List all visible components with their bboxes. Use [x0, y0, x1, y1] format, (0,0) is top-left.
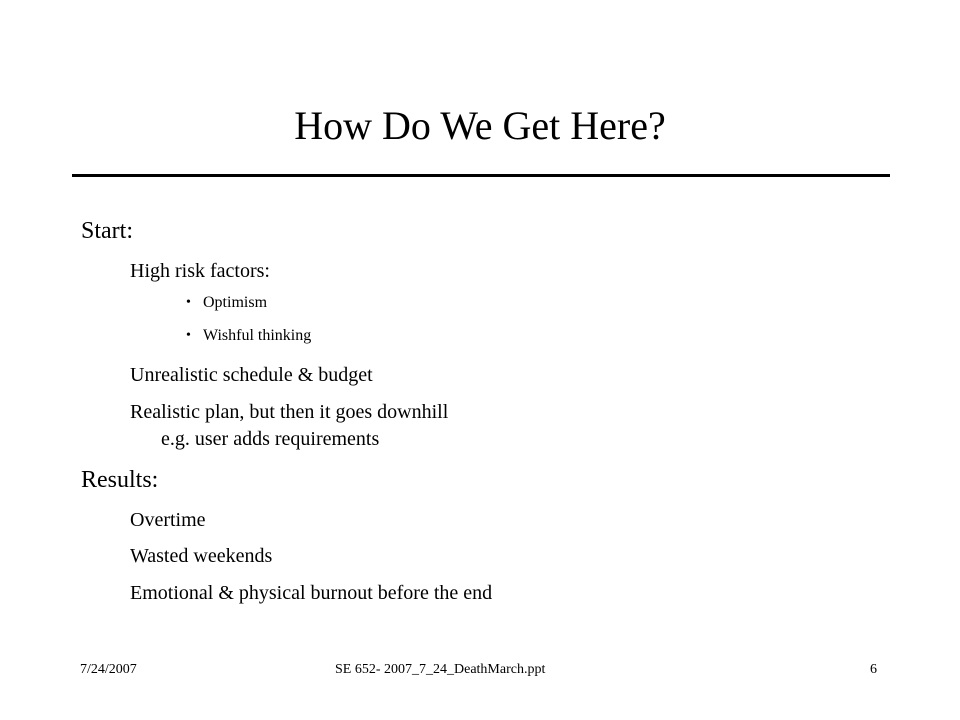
list-item-realistic-plan: Realistic plan, but then it goes downhill — [130, 401, 449, 423]
sub-list-item-wishful-thinking: Wishful thinking — [203, 327, 312, 344]
section-heading-results: Results: — [81, 467, 159, 493]
list-item-unrealistic-schedule: Unrealistic schedule & budget — [130, 364, 373, 386]
footer-filename: SE 652- 2007_7_24_DeathMarch.ppt — [335, 662, 546, 677]
slide-title: How Do We Get Here? — [294, 103, 666, 148]
list-item-high-risk-factors: High risk factors: — [130, 260, 270, 282]
bullet-icon: • — [186, 295, 191, 310]
footer-date: 7/24/2007 — [80, 662, 137, 677]
bullet-icon: • — [186, 328, 191, 343]
list-item-overtime: Overtime — [130, 509, 206, 531]
list-item-wasted-weekends: Wasted weekends — [130, 545, 273, 567]
footer-page-number: 6 — [870, 662, 877, 677]
list-item-emotional-burnout: Emotional & physical burnout before the end — [130, 582, 493, 604]
title-divider — [72, 174, 890, 177]
sub-list-item-optimism: Optimism — [203, 294, 268, 311]
list-item-realistic-plan-continuation: e.g. user adds requirements — [161, 428, 380, 450]
section-heading-start: Start: — [81, 218, 133, 244]
